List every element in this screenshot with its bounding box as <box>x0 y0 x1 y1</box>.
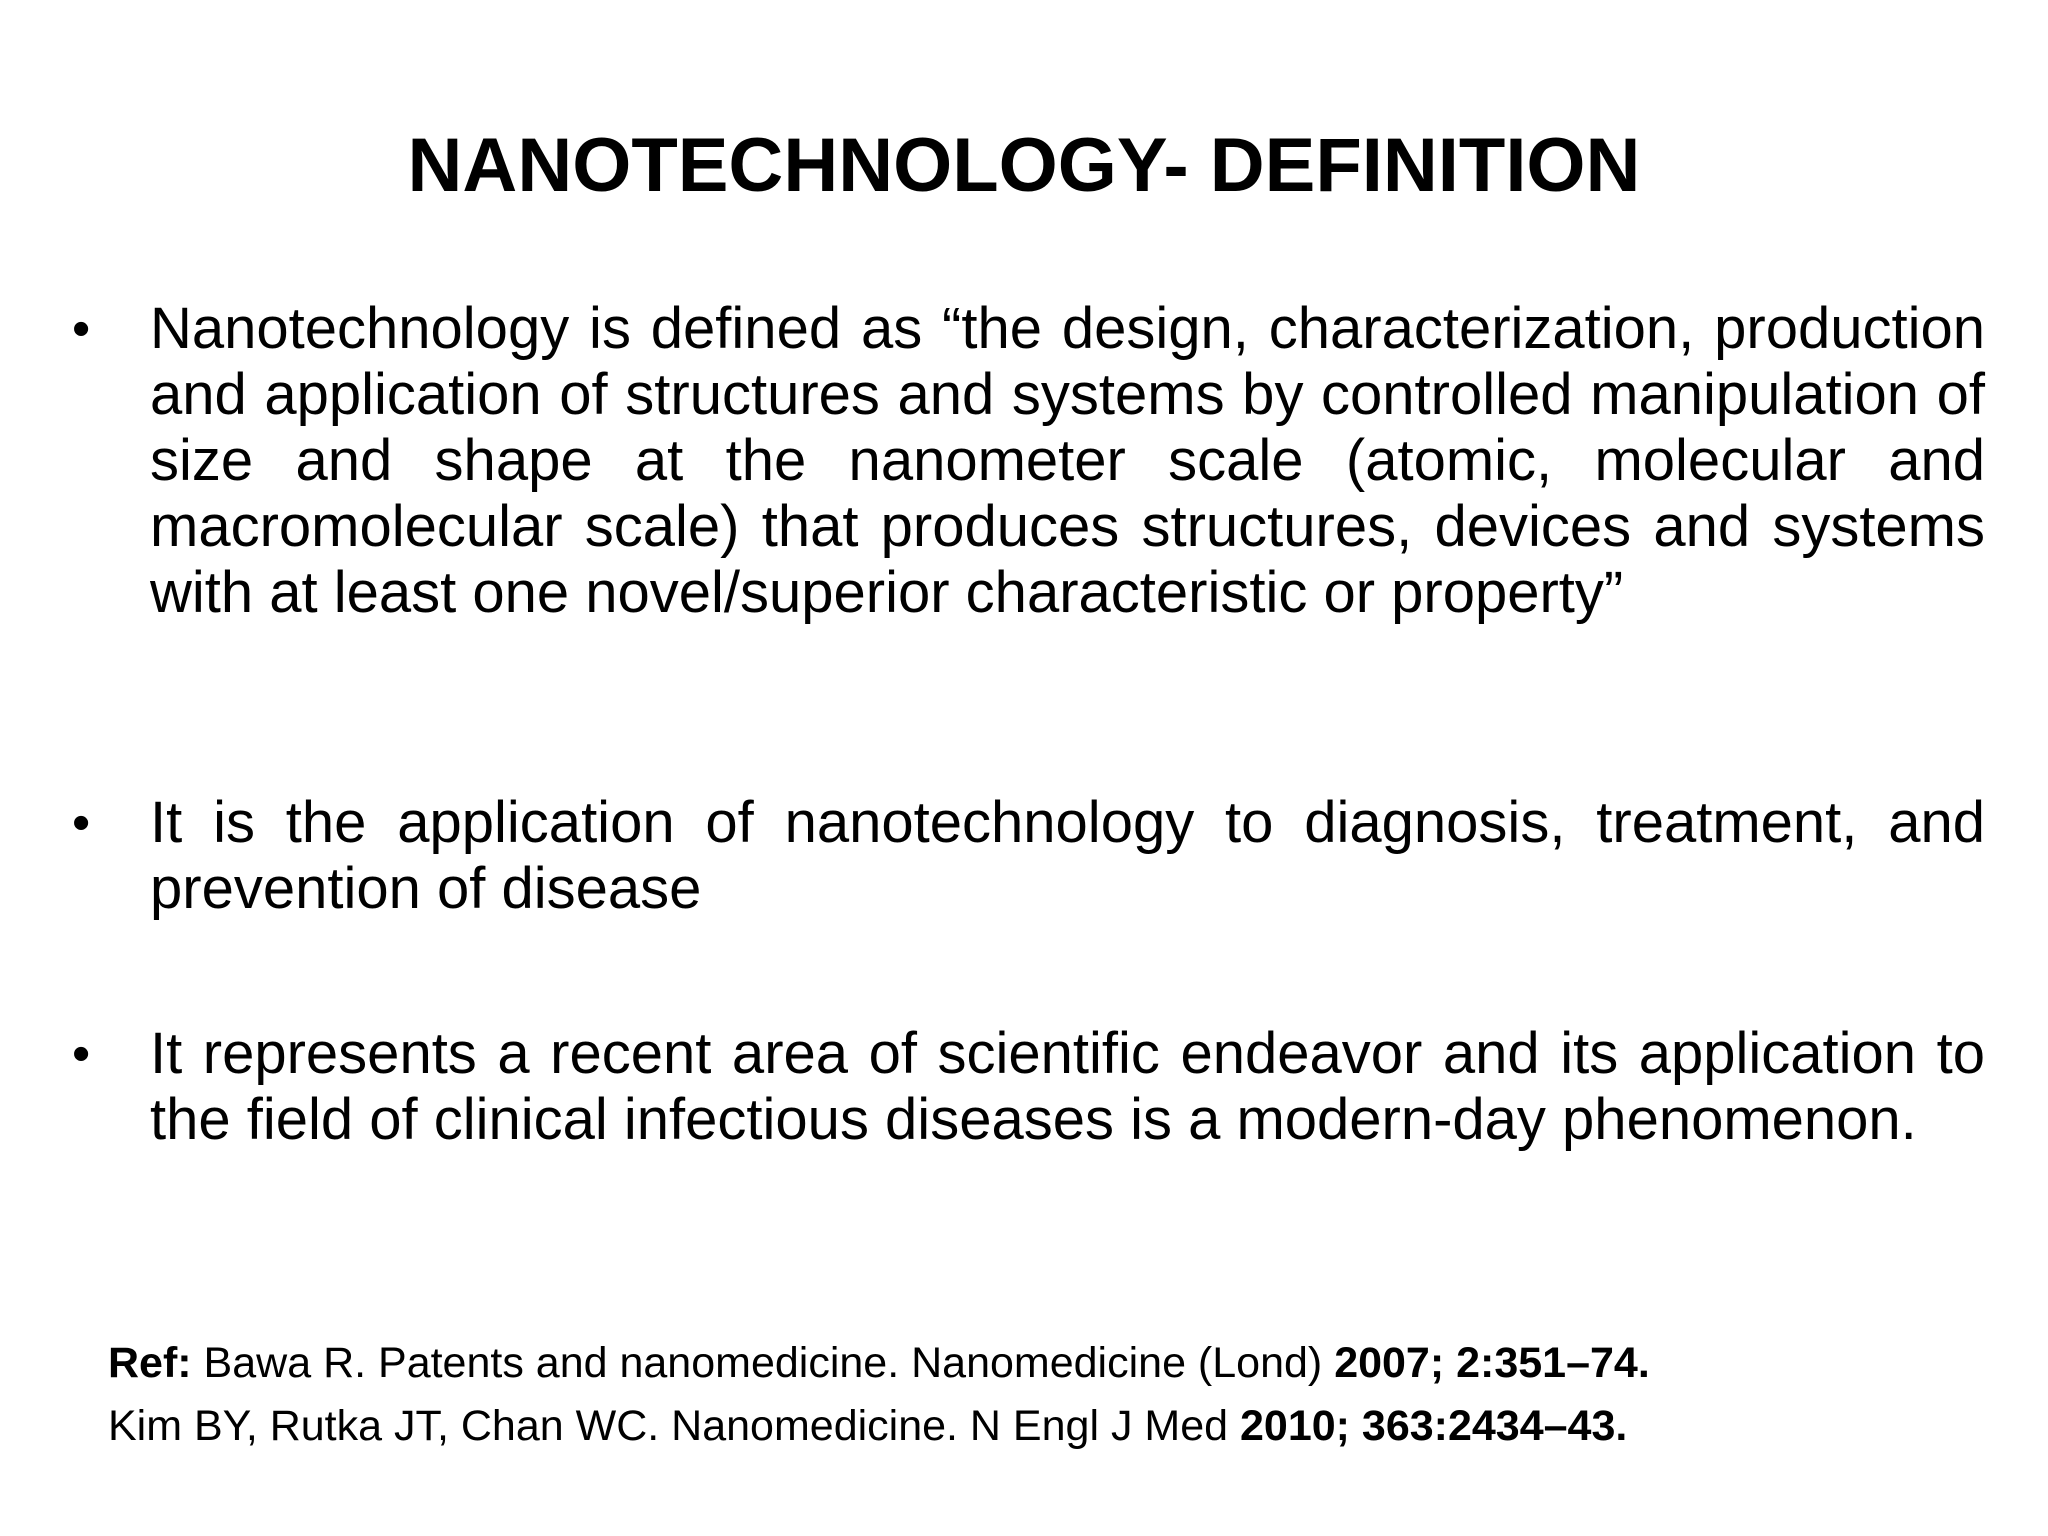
reference-line <box>108 1332 1968 1395</box>
slide-title: NANOTECHNOLOGY- DEFINITION <box>407 123 1641 208</box>
bullet-text: Nanotechnology is defined as “the design, characterization, production and application of structures and systems by controlled manipulation of size and shape at the nanometer scale (atomic, molecular and macromolecular scale) that produces structures, devices and systems with at least one novel/superior characteristic or property” <box>150 296 1985 625</box>
bullet-item <box>72 790 1985 922</box>
references <box>108 1332 1968 1458</box>
reference-text: Kim BY, Rutka JT, Chan WC. Nanomedicine. N Engl J Med <box>108 1402 1240 1450</box>
reference-citation: 2010; 363:2434–43. <box>1239 1402 1628 1450</box>
bullet-marker: • <box>72 1025 91 1083</box>
reference-label: Ref: <box>108 1339 192 1387</box>
bullet-text: It represents a recent area of scientific endeavor and its application to the field of clinical infectious diseases is a modern-day phenomenon. <box>150 1021 1985 1152</box>
bullet-marker: • <box>72 300 91 358</box>
reference-citation: 2007; 2:351–74. <box>1334 1339 1650 1387</box>
bullet-marker: • <box>72 794 91 852</box>
bullet-item <box>72 1021 1985 1153</box>
reference-line <box>108 1395 1968 1458</box>
bullet-text: It is the application of nanotechnology to diagnosis, treatment, and prevention of disease <box>150 790 1985 921</box>
bullet-item <box>72 296 1985 626</box>
reference-text: Bawa R. Patents and nanomedicine. Nanomedicine (Lond) <box>191 1339 1335 1387</box>
